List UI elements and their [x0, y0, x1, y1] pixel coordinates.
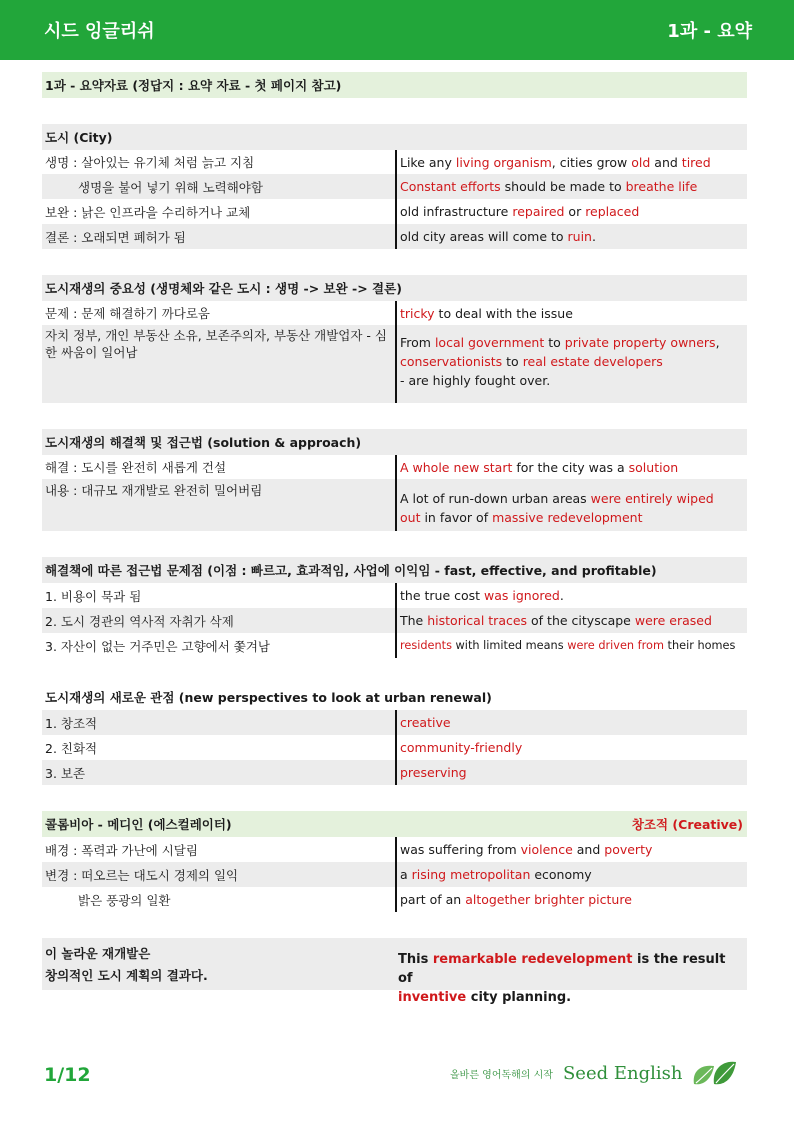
section-title: 도시재생의 해결책 및 접근법 (solution & approach) [45, 435, 362, 450]
highlighted-text: living organism [455, 154, 552, 170]
table-row [42, 837, 747, 862]
english-cell [395, 325, 747, 403]
text-segment: with limited means [451, 639, 568, 652]
english-cell [395, 301, 747, 325]
highlighted-text: was ignored [484, 588, 560, 603]
highlighted-text: private property owners [564, 335, 716, 350]
highlighted-text: were erased [634, 613, 712, 628]
text-segment: is the result of [398, 952, 726, 986]
korean-cell: 2. 친화적 [45, 740, 98, 756]
conclusion-box [42, 938, 747, 1005]
summary-content [42, 72, 747, 1005]
highlighted-text: out [400, 510, 421, 525]
english-cell [395, 224, 747, 249]
text-segment: their homes [663, 639, 736, 652]
english-cell [395, 887, 747, 912]
text-segment: to deal with the issue [434, 305, 573, 321]
korean-cell: 자치 정부, 개인 부동산 소유, 보존주의자, 부동산 개발업자 - 심한 싸움이 일어남 [45, 328, 387, 360]
summary-header [42, 72, 747, 98]
highlighted-text: rising metropolitan [411, 867, 531, 882]
text-segment: part of an [400, 892, 466, 907]
text-segment: From [400, 335, 435, 350]
text-line [400, 333, 720, 352]
korean-cell: 변경 : 떠오르는 대도시 경제의 일익 [45, 867, 239, 883]
section-perspectives-header [42, 684, 747, 710]
text-segment: city planning. [466, 990, 572, 1005]
highlighted-text: conservationists [400, 354, 503, 369]
table-row [42, 862, 747, 887]
highlighted-text: Constant efforts [400, 179, 501, 194]
highlighted-text: tricky [400, 305, 435, 321]
korean-cell: 생명을 불어 넣기 위해 노력해야함 [78, 179, 263, 195]
highlighted-text: historical traces [427, 613, 528, 628]
section-title: 해결책에 따른 접근법 문제점 (이점 : 빠르고, 효과적임, 사업에 이익임 - fast, effective, and profitable) [45, 563, 657, 578]
text-segment: and [650, 154, 682, 170]
highlighted-text: A whole new start [400, 459, 513, 475]
text-line [400, 508, 643, 527]
conclusion-english-line [398, 988, 744, 1007]
english-cell [395, 479, 747, 531]
table-row [42, 710, 747, 735]
text-segment: . [559, 588, 564, 603]
table-row [42, 479, 747, 531]
table-row [42, 760, 747, 785]
table-row [42, 887, 747, 912]
korean-cell: 3. 보존 [45, 765, 86, 781]
conclusion-korean-line: 창의적인 도시 계획의 결과다. [45, 968, 208, 983]
english-cell [395, 633, 747, 658]
text-segment: should be made to [500, 179, 626, 194]
korean-cell: 1. 창조적 [45, 715, 98, 731]
text-segment: and [572, 842, 605, 857]
conclusion-english [395, 938, 747, 1005]
table-row [42, 735, 747, 760]
english-cell [395, 862, 747, 887]
text-segment: , [715, 335, 720, 350]
english-cell [395, 608, 747, 633]
section-medellin-header [42, 811, 747, 837]
text-segment: old infrastructure [400, 204, 513, 219]
english-cell [395, 174, 747, 199]
text-segment: in favor of [420, 510, 493, 525]
text-segment: a [400, 867, 412, 882]
section-title: 도시 (City) [45, 130, 113, 145]
english-cell [395, 583, 747, 608]
highlighted-text: remarkable redevelopment [432, 952, 633, 967]
conclusion-korean [42, 938, 395, 990]
text-segment: of the cityscape [527, 613, 635, 628]
highlighted-text: replaced [585, 204, 640, 219]
table-row [42, 224, 747, 249]
english-cell [395, 710, 747, 735]
text-line [400, 371, 550, 390]
section-tag: 창조적 (Creative) [631, 817, 743, 832]
highlighted-text: residents [400, 639, 452, 652]
english-cell [395, 760, 747, 785]
logo-brand-name: Seed English [562, 1062, 683, 1084]
korean-cell: 밝은 풍광의 일환 [78, 892, 171, 908]
table-row [42, 455, 747, 479]
text-segment: The [400, 613, 428, 628]
korean-cell: 해결 : 도시를 완전히 새롭게 건설 [45, 460, 227, 475]
english-cell [395, 150, 747, 174]
section-importance-header [42, 275, 747, 301]
korean-cell: 결론 : 오래되면 폐허가 됨 [45, 229, 186, 245]
english-cell [395, 199, 747, 224]
conclusion-english-line [398, 950, 744, 988]
korean-cell: 배경 : 폭력과 가난에 시달림 [45, 842, 198, 858]
brand-title: 시드 잉글리쉬 [44, 21, 155, 42]
korean-cell: 1. 비용이 묵과 됨 [45, 588, 142, 604]
highlighted-text: altogether brighter picture [465, 892, 632, 907]
english-cell [395, 455, 747, 479]
korean-cell: 2. 도시 경관의 역사적 자취가 삭제 [45, 613, 234, 629]
table-row [42, 633, 747, 658]
section-city-header [42, 124, 747, 150]
text-segment: Like any [400, 154, 456, 170]
conclusion-korean-line: 이 놀라운 재개발은 [45, 946, 151, 961]
section-title: 도시재생의 새로운 관점 (new perspectives to look at urban renewal) [45, 690, 492, 705]
text-segment: to [544, 335, 565, 350]
text-segment: to [502, 354, 523, 369]
text-segment: was suffering from [400, 842, 521, 857]
text-segment: the true cost [400, 588, 485, 603]
table-row [42, 325, 747, 403]
highlighted-text: inventive [398, 990, 467, 1005]
section-title: 도시재생의 중요성 (생명체와 같은 도시 : 생명 -> 보완 -> 결론) [45, 281, 402, 296]
highlighted-text: creative [400, 715, 451, 730]
highlighted-text: poverty [604, 842, 653, 857]
highlighted-text: preserving [400, 765, 467, 780]
table-row [42, 199, 747, 224]
highlighted-text: breathe life [625, 179, 698, 194]
highlighted-text: real estate developers [522, 354, 663, 369]
text-line [400, 352, 663, 371]
highlighted-text: solution [628, 459, 679, 475]
table-row [42, 150, 747, 174]
footer-logo [450, 1058, 738, 1088]
highlighted-text: massive redevelopment [492, 510, 643, 525]
section-problems-header [42, 557, 747, 583]
table-row [42, 608, 747, 633]
text-line [400, 489, 714, 508]
highlighted-text: community-friendly [400, 740, 523, 755]
text-segment: for the city was a [512, 459, 629, 475]
text-segment: economy [530, 867, 592, 882]
text-segment: . [591, 229, 596, 244]
text-segment: This [398, 952, 433, 967]
english-cell [395, 837, 747, 862]
section-solution-header [42, 429, 747, 455]
highlighted-text: were driven from [567, 639, 664, 652]
highlighted-text: repaired [512, 204, 565, 219]
highlighted-text: old [631, 154, 651, 170]
text-segment: , cities grow [551, 154, 632, 170]
korean-cell: 문제 : 문제 해결하기 까다로움 [45, 306, 211, 321]
section-title: 콜롬비아 - 메디인 (에스컬레이터) [45, 817, 232, 832]
korean-cell: 3. 자산이 없는 거주민은 고향에서 쫓겨남 [45, 638, 270, 654]
summary-header-text: 1과 - 요약자료 (정답지 : 요약 자료 - 첫 페이지 참고) [45, 78, 342, 93]
korean-cell: 생명 : 살아있는 유기체 처럼 늙고 지침 [45, 155, 255, 170]
logo-tagline: 올바른 영어독해의 시작 [450, 1069, 553, 1081]
table-row [42, 583, 747, 608]
korean-cell: 보완 : 낡은 인프라을 수리하거나 교체 [45, 204, 251, 220]
highlighted-text: violence [520, 842, 573, 857]
leaf-logo-icon [690, 1058, 738, 1088]
korean-cell: 내용 : 대규모 재개발로 완전히 밀어버림 [45, 483, 263, 498]
english-cell [395, 735, 747, 760]
highlighted-text: local government [434, 335, 545, 350]
text-segment: or [564, 204, 586, 219]
highlighted-text: were entirely wiped [590, 491, 714, 506]
text-segment: old city areas will come to [400, 229, 568, 244]
highlighted-text: tired [681, 154, 711, 170]
top-banner [0, 0, 794, 60]
text-segment: A lot of run-down urban areas [400, 491, 591, 506]
lesson-title: 1과 - 요약 [667, 21, 752, 42]
table-row [42, 301, 747, 325]
page-number: 1/12 [44, 1064, 91, 1086]
text-segment: - are highly fought over. [400, 373, 551, 388]
highlighted-text: ruin [567, 229, 592, 244]
table-row [42, 174, 747, 199]
